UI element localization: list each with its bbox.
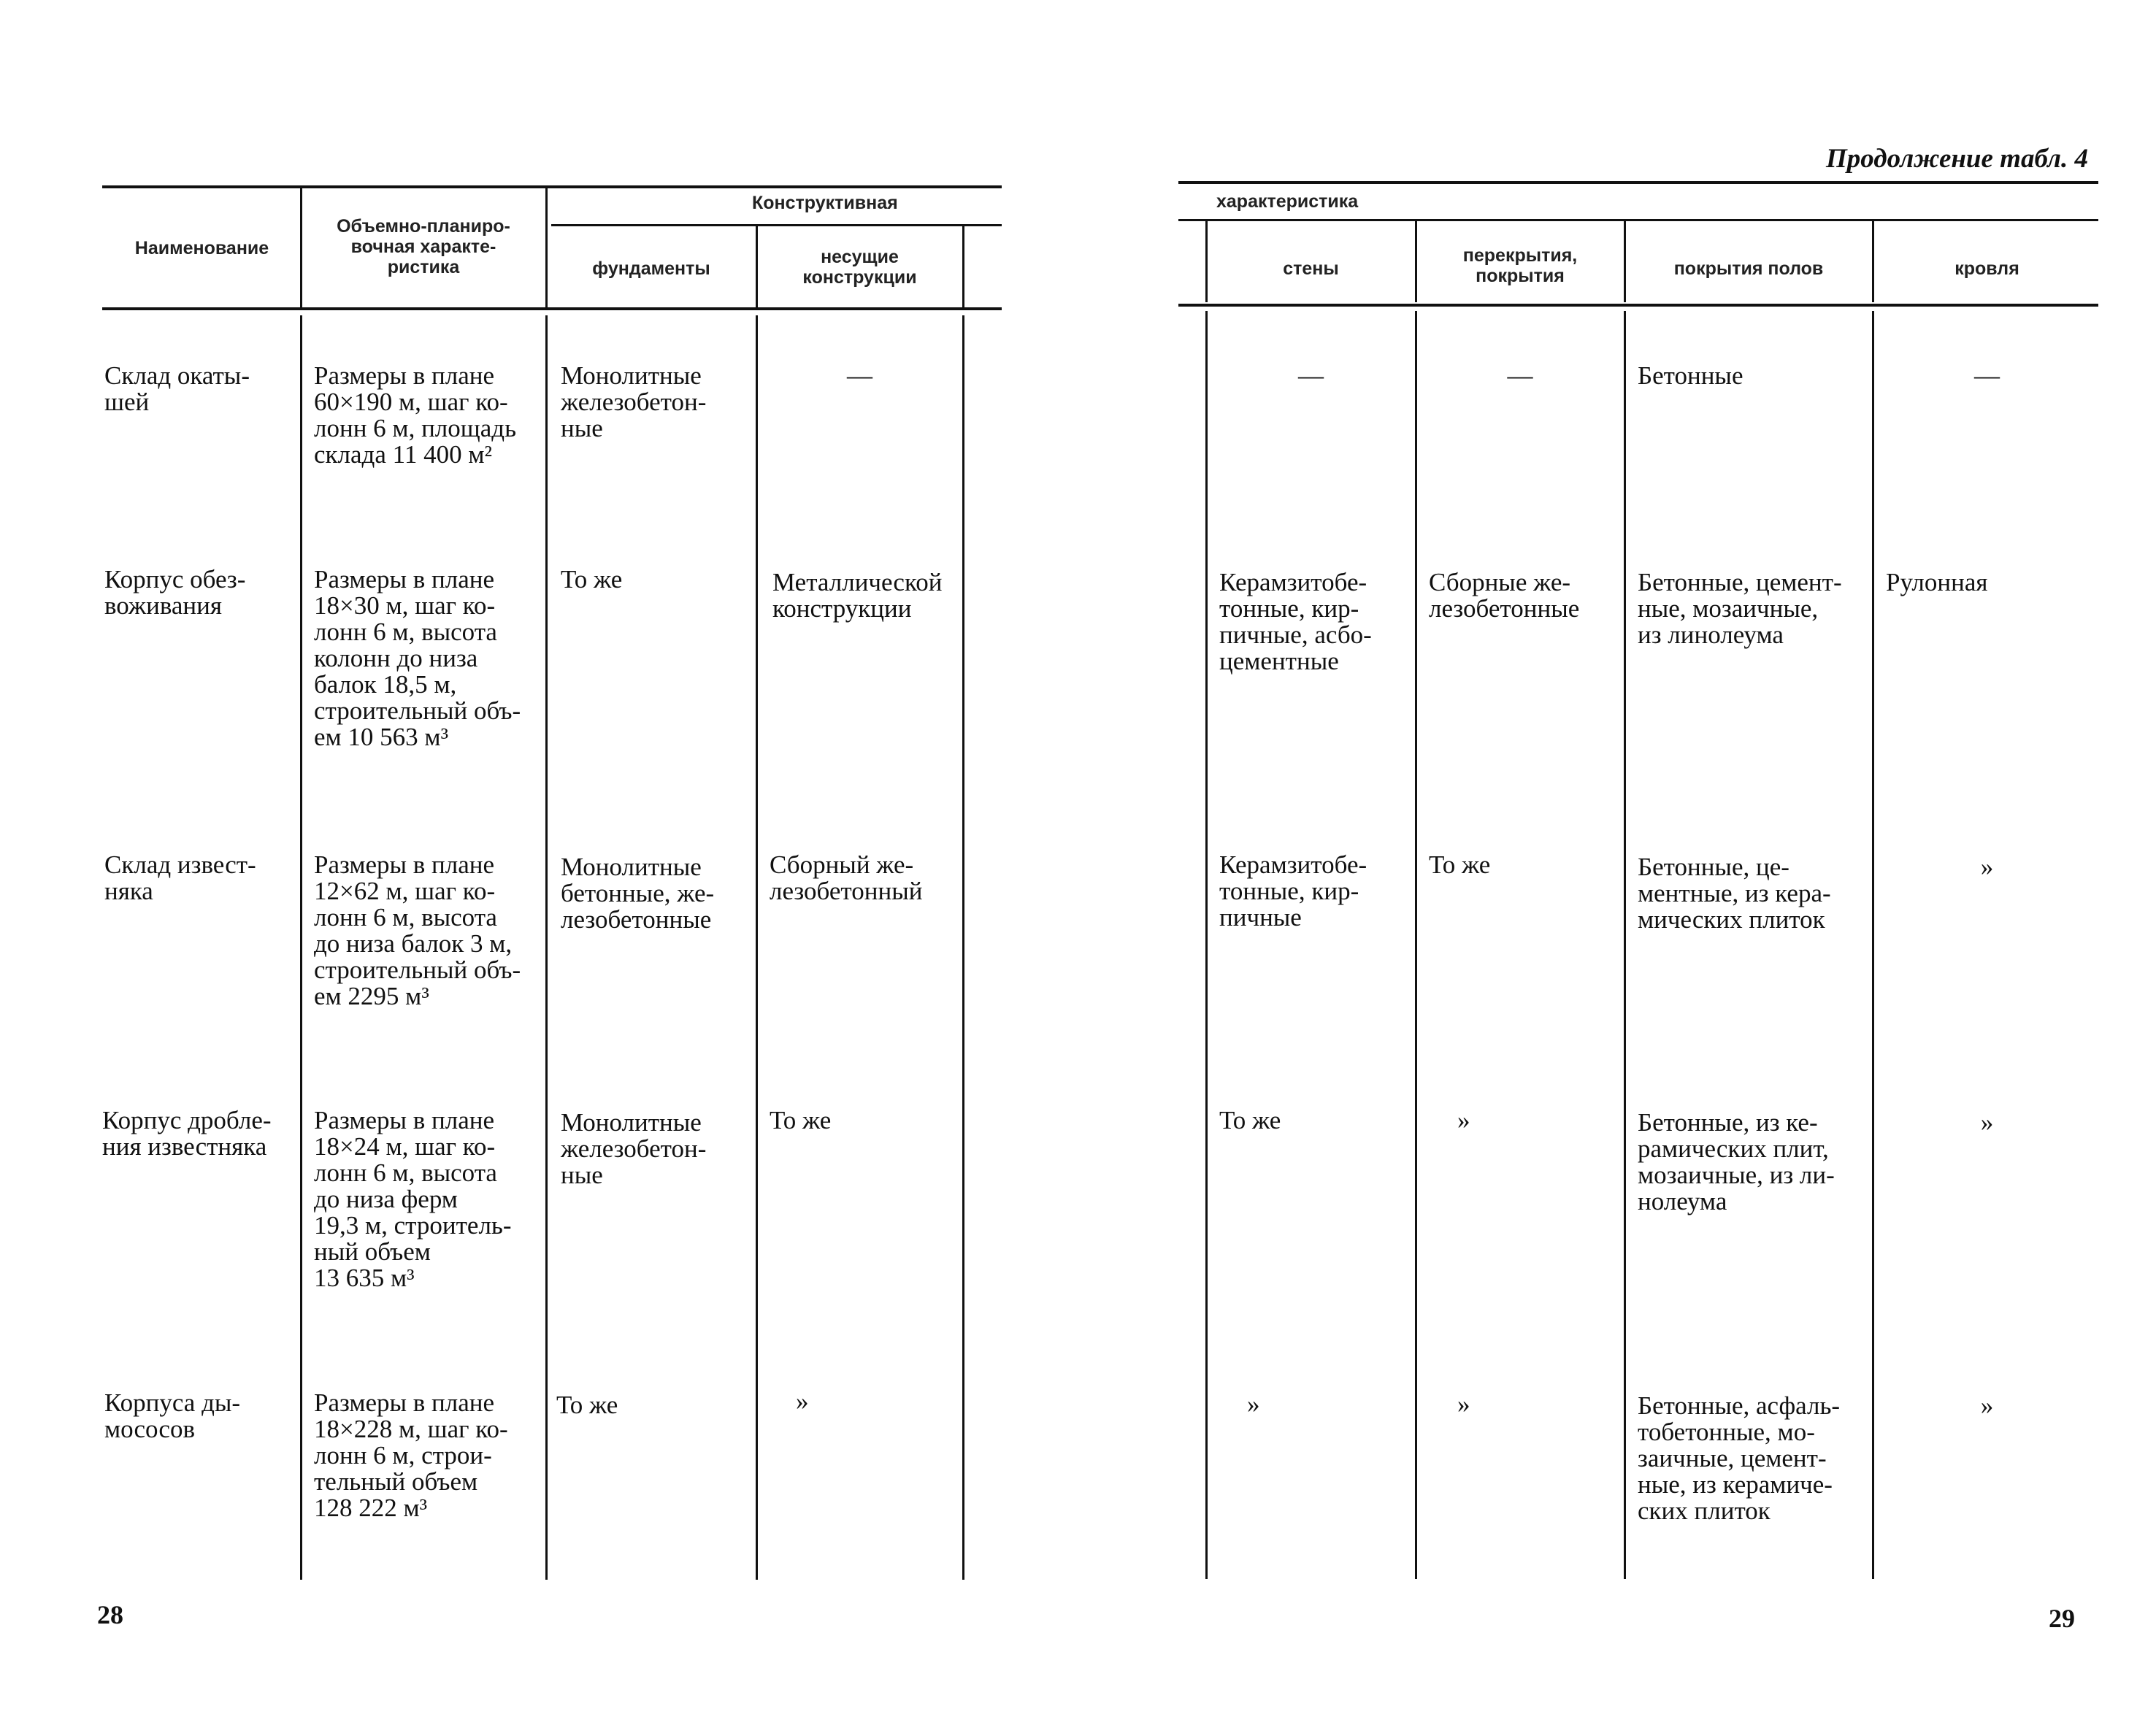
header-bottom-rule bbox=[1178, 304, 2098, 307]
row-1-roof: — bbox=[1974, 361, 2000, 390]
row-2-floors: Сборные же- лезобетонные bbox=[1429, 568, 1580, 623]
row-2-bearing: Металлической конструкции bbox=[772, 568, 943, 623]
header-planning: Объемно-планиро- вочная характе- ристика bbox=[337, 216, 510, 277]
column-divider bbox=[300, 187, 302, 307]
row-3-planning: Размеры в плане 12×62 м, шаг ко- лонн 6 м, высота до низа балок 3 м, строительный объ- ем 2295 м³ bbox=[314, 850, 521, 1010]
table-continued-label: Продолжение табл. 4 bbox=[1826, 144, 2088, 174]
header-group-right: характеристика bbox=[1216, 191, 1359, 212]
header-floors: перекрытия, покрытия bbox=[1462, 245, 1578, 286]
group-header-rule bbox=[551, 224, 1002, 226]
row-1-planning: Размеры в плане 60×190 м, шаг ко- лонн 6 м, площадь склада 11 400 м² bbox=[314, 361, 517, 469]
header-foundations: фундаменты bbox=[592, 258, 710, 279]
header-group-left: Конструктивная bbox=[752, 193, 898, 213]
page-number-right: 29 bbox=[2049, 1604, 2075, 1633]
column-divider bbox=[1872, 220, 1874, 302]
table-top-rule bbox=[102, 185, 1002, 188]
column-divider bbox=[1872, 311, 1874, 1579]
header-walls: стены bbox=[1283, 258, 1339, 279]
row-4-planning: Размеры в плане 18×24 м, шаг ко- лонн 6 м, высота до низа ферм 19,3 м, строитель- ный объем 13 635 м³ bbox=[314, 1106, 512, 1292]
row-2-planning: Размеры в плане 18×30 м, шаг ко- лонн 6 м, высота колонн до низа балок 18,5 м, строительный объ- ем 10 563 м³ bbox=[314, 565, 521, 751]
row-3-flooring: Бетонные, це- ментные, из кера- мических плиток bbox=[1638, 853, 1831, 934]
column-divider bbox=[1415, 311, 1417, 1579]
row-3-foundations: Монолитные бетонные, же- лезобетонные bbox=[561, 853, 715, 934]
row-4-bearing: То же bbox=[770, 1106, 832, 1134]
row-3-bearing: Сборный же- лезобетонный bbox=[770, 850, 923, 905]
column-divider bbox=[545, 315, 548, 1580]
column-divider bbox=[756, 315, 758, 1580]
column-divider bbox=[1205, 311, 1208, 1579]
row-1-walls: — bbox=[1298, 361, 1324, 390]
table-top-rule bbox=[1178, 181, 2098, 184]
header-roof: кровля bbox=[1954, 258, 2019, 279]
row-2-foundations: То же bbox=[561, 565, 623, 593]
row-3-walls: Керамзитобе- тонные, кир- пичные bbox=[1219, 850, 1367, 931]
row-1-name: Склад окаты- шей bbox=[104, 361, 250, 416]
row-2-walls: Керамзитобе- тонные, кир- пичные, асбо- цементные bbox=[1219, 568, 1372, 675]
row-1-floors: — bbox=[1507, 361, 1533, 390]
header-bottom-rule bbox=[102, 307, 1002, 310]
column-divider bbox=[962, 226, 964, 307]
row-3-roof: » bbox=[1980, 853, 1994, 881]
column-divider bbox=[756, 226, 758, 307]
column-divider bbox=[1415, 220, 1417, 302]
column-divider bbox=[545, 187, 548, 307]
row-5-bearing: » bbox=[796, 1387, 809, 1415]
row-5-flooring: Бетонные, асфаль- тобетонные, мо- заичные, цемент- ные, из керамиче- ских плиток bbox=[1638, 1391, 1841, 1525]
row-5-foundations: То же bbox=[556, 1391, 618, 1419]
row-5-roof: » bbox=[1980, 1391, 1994, 1420]
row-3-floors: То же bbox=[1429, 850, 1491, 879]
right-page bbox=[1078, 0, 2156, 1725]
row-2-roof: Рулонная bbox=[1886, 568, 1988, 596]
row-1-foundations: Монолитные железобетон- ные bbox=[561, 361, 707, 442]
column-divider bbox=[1624, 311, 1626, 1579]
column-divider bbox=[962, 315, 964, 1580]
row-1-flooring: Бетонные bbox=[1638, 361, 1743, 390]
group-header-rule bbox=[1178, 219, 2098, 221]
header-bearing: несущие конструкции bbox=[802, 247, 917, 288]
column-divider bbox=[1624, 220, 1626, 302]
row-4-walls: То же bbox=[1219, 1106, 1281, 1134]
row-4-roof: » bbox=[1980, 1108, 1994, 1137]
header-name: Наименование bbox=[134, 238, 269, 258]
row-5-name: Корпуса ды- мососов bbox=[104, 1388, 241, 1443]
row-1-bearing: — bbox=[847, 361, 872, 390]
row-3-name: Склад извест- няка bbox=[104, 850, 256, 905]
row-4-flooring: Бетонные, из ке- рамических плит, мозаичные, из ли- нолеума bbox=[1638, 1108, 1835, 1215]
column-divider bbox=[300, 315, 302, 1580]
row-5-floors: » bbox=[1457, 1390, 1470, 1418]
row-2-name: Корпус обез- воживания bbox=[104, 565, 246, 620]
column-divider bbox=[1205, 220, 1208, 302]
row-2-flooring: Бетонные, цемент- ные, мозаичные, из линолеума bbox=[1638, 568, 1842, 649]
page-number-left: 28 bbox=[97, 1600, 123, 1629]
row-4-name: Корпус дробле- ния известняка bbox=[102, 1106, 272, 1161]
row-5-walls: » bbox=[1247, 1390, 1260, 1418]
row-4-foundations: Монолитные железобетон- ные bbox=[561, 1108, 707, 1189]
row-5-planning: Размеры в плане 18×228 м, шаг ко- лонн 6 м, строи- тельный объем 128 222 м³ bbox=[314, 1388, 508, 1522]
row-4-floors: » bbox=[1457, 1106, 1470, 1134]
header-flooring: покрытия полов bbox=[1673, 258, 1824, 279]
